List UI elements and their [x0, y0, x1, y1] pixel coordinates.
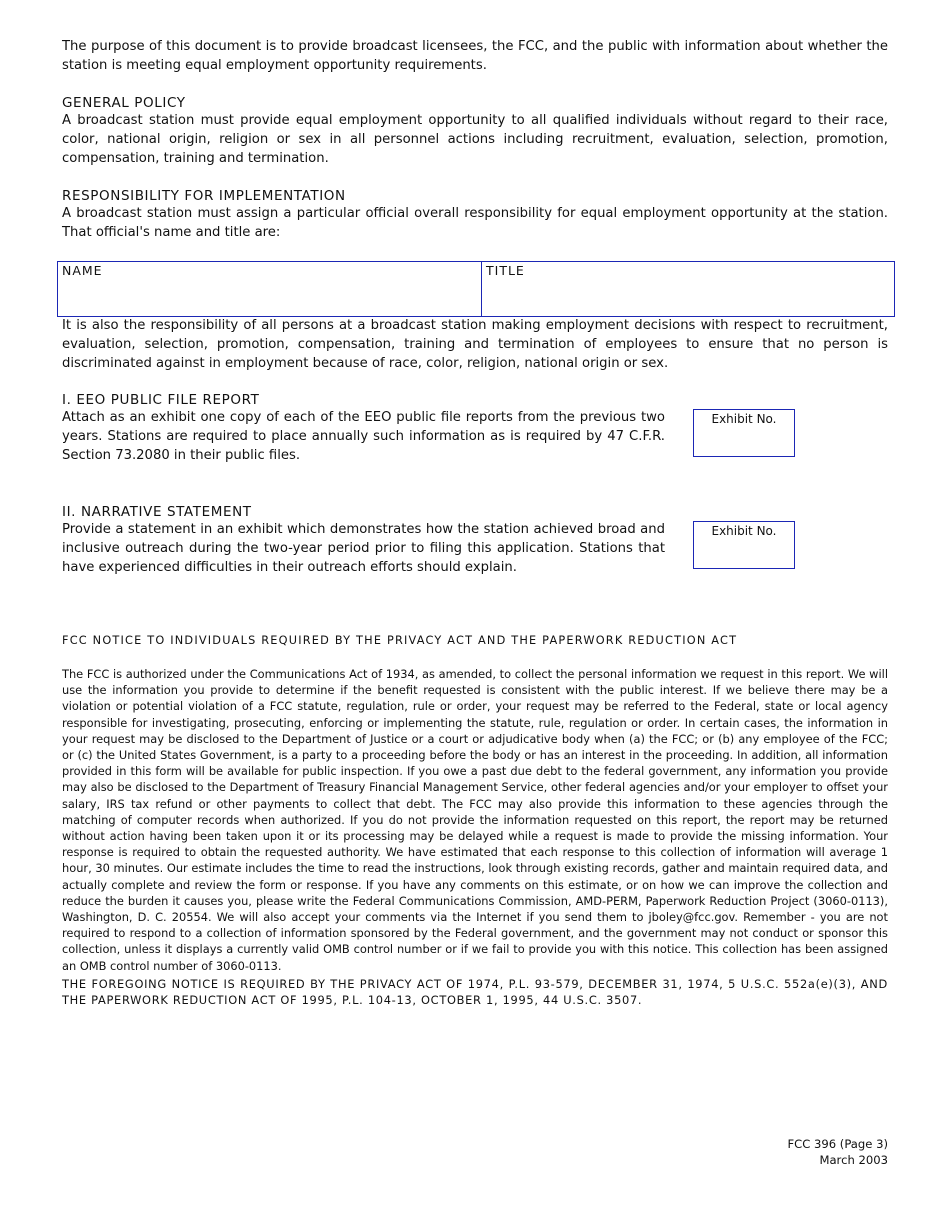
name-label: NAME	[62, 263, 103, 278]
section2-heading: II. NARRATIVE STATEMENT	[62, 504, 252, 520]
official-name-title-box	[57, 261, 895, 317]
section1-exhibit-label: Exhibit No.	[711, 412, 777, 426]
name-field[interactable]	[58, 262, 482, 316]
title-label: TITLE	[486, 263, 525, 278]
general-policy-section	[62, 94, 888, 168]
eeo-public-file-section	[62, 391, 888, 465]
privacy-notice-footer: THE FOREGOING NOTICE IS REQUIRED BY THE PRIVACY ACT OF 1974, P.L. 93-579, DECEMBER 31, 1974, 5 U.S.C. 552a(e)(3), AND THE PAPERWORK REDUCTION ACT OF 1995, P.L. 104-13, OCTOBER 1, 1995, 44 U.S.C. 3507.	[62, 977, 888, 1008]
privacy-notice-text: The FCC is authorized under the Communications Act of 1934, as amended, to collect the personal information we request in this report. We will use the information you provide to determine if the benefit requested is consistent with the public interest. If we believe there may be a violation or potential violation of a FCC statute, regulation, rule or order, your request may be referred to the Federal, state or local agency responsible for investigating, prosecuting, enforcing or implementing the statute, rule, regulation or order. In certain cases, the information in your request may be disclosed to the Department of Justice or a court or adjudicative body when (a) the FCC; or (b) any employee of the FCC; or (c) the United States Government, is a party to a proceeding before the body or has an interest in the proceeding. In addition, all information provided in this form will be available for public inspection. If you owe a past due debt to the federal government, any information you provide may also be disclosed to the Department of Treasury Financial Management Service, other federal agencies and/or your employer to offset your salary, IRS tax refund or other payments to collect that debt. The FCC may also provide this information to these agencies through the matching of computer records when authorized. If you do not provide the information requested on this report, the report may be returned without action having been taken upon it or its processing may be delayed while a request is made to provide the missing information. Your response is required to obtain the requested authority. We have estimated that each response to this collection of information will average 1 hour, 30 minutes. Our estimate includes the time to read the instructions, look through existing records, gather and maintain required data, and actually complete and review the form or response. If you have any comments on this estimate, or on how we can improve the collection and reduce the burden it causes you, please write the Federal Communications Commission, AMD-PERM, Paperwork Reduction Project (3060-0113), Washington, D. C. 20554. We will also accept your comments via the Internet if you send them to jboley@fcc.gov. Remember - you are not required to respond to a collection of information sponsored by the Federal government, and the government may not conduct or sponsor this collection, unless it displays a currently valid OMB control number or if we fail to provide you with this notice. This collection has been assigned an OMB control number of 3060-0113.	[62, 667, 888, 973]
general-policy-heading: GENERAL POLICY	[62, 95, 186, 111]
section2-exhibit-box[interactable]	[693, 521, 795, 569]
intro-text: The purpose of this document is to provide broadcast licensees, the FCC, and the public with information about whether the station is meeting equal employment opportunity requirements.	[62, 39, 888, 73]
narrative-statement-section	[62, 503, 888, 577]
form-date: March 2003	[819, 1152, 888, 1167]
general-policy-text: A broadcast station must provide equal employment opportunity to all qualified individuals without regard to their race, color, national origin, religion or sex in all personnel actions including recruitment, evaluation, selection, promotion, compensation, training and termination.	[62, 113, 888, 166]
privacy-notice-heading: FCC NOTICE TO INDIVIDUALS REQUIRED BY THE PRIVACY ACT AND THE PAPERWORK REDUCTION ACT	[62, 634, 738, 647]
section1-text: Attach as an exhibit one copy of each of the EEO public file reports from the previous two years. Stations are required to place annually such information as is required by 47 C.F.R. Section 73.2080 in their public files.	[62, 410, 665, 463]
responsibility-text: A broadcast station must assign a particular official overall responsibility for equal employment opportunity at the station. That official's name and title are:	[62, 206, 888, 240]
section1-heading: I. EEO PUBLIC FILE REPORT	[62, 392, 260, 408]
form-id: FCC 396 (Page 3)	[787, 1137, 888, 1151]
section2-text: Provide a statement in an exhibit which demonstrates how the station achieved broad and inclusive outreach during the two-year period prior to filing this application. Stations that have experienced difficulties in their outreach efforts should explain.	[62, 522, 665, 575]
responsibility-text-2: It is also the responsibility of all persons at a broadcast station making employment decisions with respect to recruitment, evaluation, selection, promotion, compensation, training and termination of employees to ensure that no person is discriminated against in employment because of race, color, religion, national origin or sex.	[62, 318, 888, 371]
page-footer	[787, 1137, 888, 1168]
responsibility-section	[62, 187, 888, 243]
responsibility-heading: RESPONSIBILITY FOR IMPLEMENTATION	[62, 188, 346, 204]
section2-exhibit-label: Exhibit No.	[711, 524, 777, 538]
section1-exhibit-box[interactable]	[693, 409, 795, 457]
title-field[interactable]	[482, 262, 894, 316]
